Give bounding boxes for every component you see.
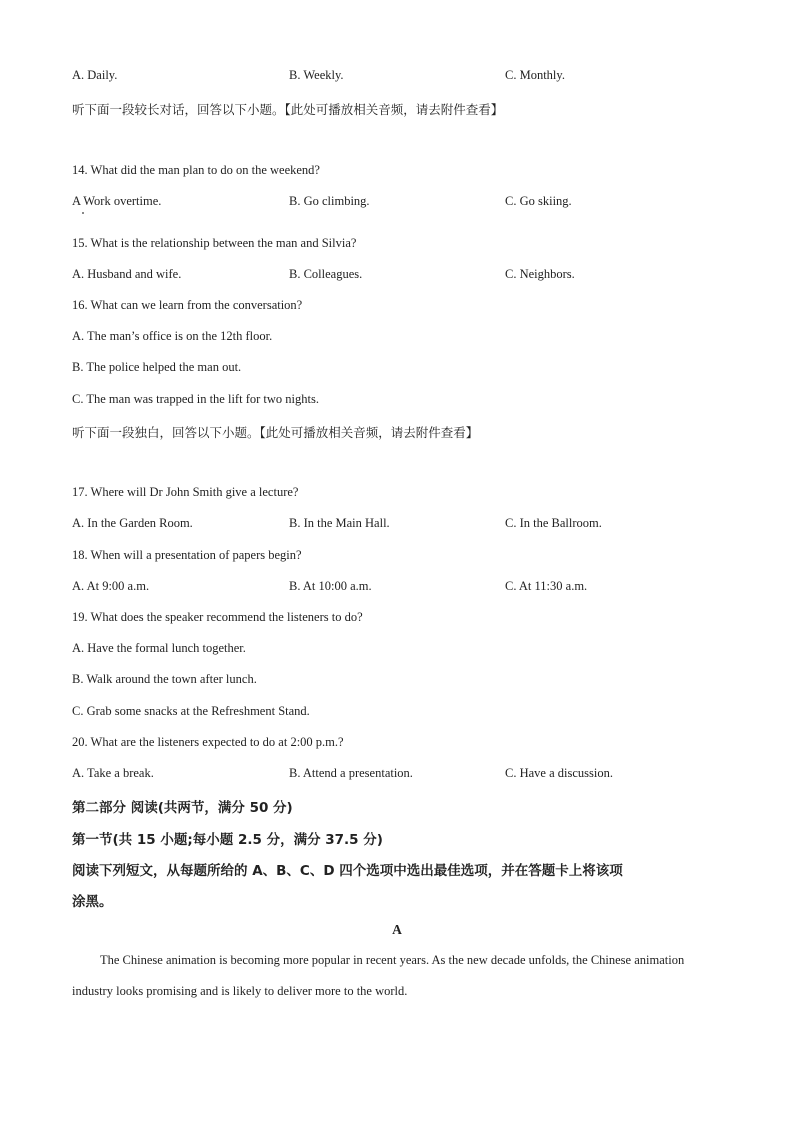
q16-question: 16. What can we learn from the conversation? bbox=[72, 298, 303, 312]
q20-question: 20. What are the listeners expected to do at 2:00 p.m.? bbox=[72, 735, 344, 749]
q18-option-b: B. At 10:00 a.m. bbox=[289, 579, 372, 593]
q17-option-a: A. In the Garden Room. bbox=[72, 516, 193, 530]
q16-option-c: C. The man was trapped in the lift for two nights. bbox=[72, 392, 319, 406]
part2-title: 第二部分 阅读(共两节，满分 50 分) bbox=[72, 800, 293, 816]
reading-instruction-line1: 阅读下列短文，从每题所给的 A、B、C、D 四个选项中选出最佳选项，并在答题卡上将该项 bbox=[72, 863, 623, 879]
q19-option-b: B. Walk around the town after lunch. bbox=[72, 672, 257, 686]
passage-label: A bbox=[392, 922, 402, 937]
q17-option-b: B. In the Main Hall. bbox=[289, 516, 390, 530]
q19-option-c: C. Grab some snacks at the Refreshment Stand. bbox=[72, 704, 310, 718]
q20-option-c: C. Have a discussion. bbox=[505, 766, 613, 780]
long-dialogue-instruction: 听下面一段较长对话，回答以下小题。【此处可播放相关音频，请去附件查看】 bbox=[72, 102, 504, 117]
q18-option-c: C. At 11:30 a.m. bbox=[505, 579, 588, 593]
q13-option-c: C. Monthly. bbox=[505, 68, 565, 82]
q15-option-b: B. Colleagues. bbox=[289, 267, 363, 281]
q14-option-a: A Work overtime. bbox=[72, 194, 162, 208]
q20-option-a: A. Take a break. bbox=[72, 766, 154, 780]
q18-question: 18. When will a presentation of papers begin? bbox=[72, 548, 302, 562]
q20-option-b: B. Attend a presentation. bbox=[289, 766, 413, 780]
q16-option-a: A. The man’s office is on the 12th floor. bbox=[72, 329, 273, 343]
q19-question: 19. What does the speaker recommend the listeners to do? bbox=[72, 610, 363, 624]
q14-question: 14. What did the man plan to do on the weekend? bbox=[72, 163, 320, 177]
passage-paragraph: The Chinese animation is becoming more popular in recent years. As the new decade unfolds, the Chinese animation industry looks promising and is likely to deliver more to the world. bbox=[72, 953, 685, 998]
q14-option-c: C. Go skiing. bbox=[505, 194, 572, 208]
section1-title: 第一节(共 15 小题;每小题 2.5 分，满分 37.5 分) bbox=[72, 832, 383, 848]
q15-question: 15. What is the relationship between the man and Silvia? bbox=[72, 236, 357, 250]
q19-option-a: A. Have the formal lunch together. bbox=[72, 641, 246, 655]
monologue-instruction: 听下面一段独白，回答以下小题。【此处可播放相关音频，请去附件查看】 bbox=[72, 425, 479, 440]
q15-option-c: C. Neighbors. bbox=[505, 267, 575, 281]
q17-option-c: C. In the Ballroom. bbox=[505, 516, 602, 530]
q15-option-a: A. Husband and wife. bbox=[72, 267, 182, 281]
q16-option-b: B. The police helped the man out. bbox=[72, 360, 242, 374]
q13-option-b: B. Weekly. bbox=[289, 68, 344, 82]
q14-option-b: B. Go climbing. bbox=[289, 194, 370, 208]
scan-speck bbox=[82, 212, 84, 214]
reading-instruction-line2: 涂黑。 bbox=[72, 894, 113, 910]
q13-option-a: A. Daily. bbox=[72, 68, 118, 82]
q17-question: 17. Where will Dr John Smith give a lecture? bbox=[72, 485, 299, 499]
q18-option-a: A. At 9:00 a.m. bbox=[72, 579, 150, 593]
